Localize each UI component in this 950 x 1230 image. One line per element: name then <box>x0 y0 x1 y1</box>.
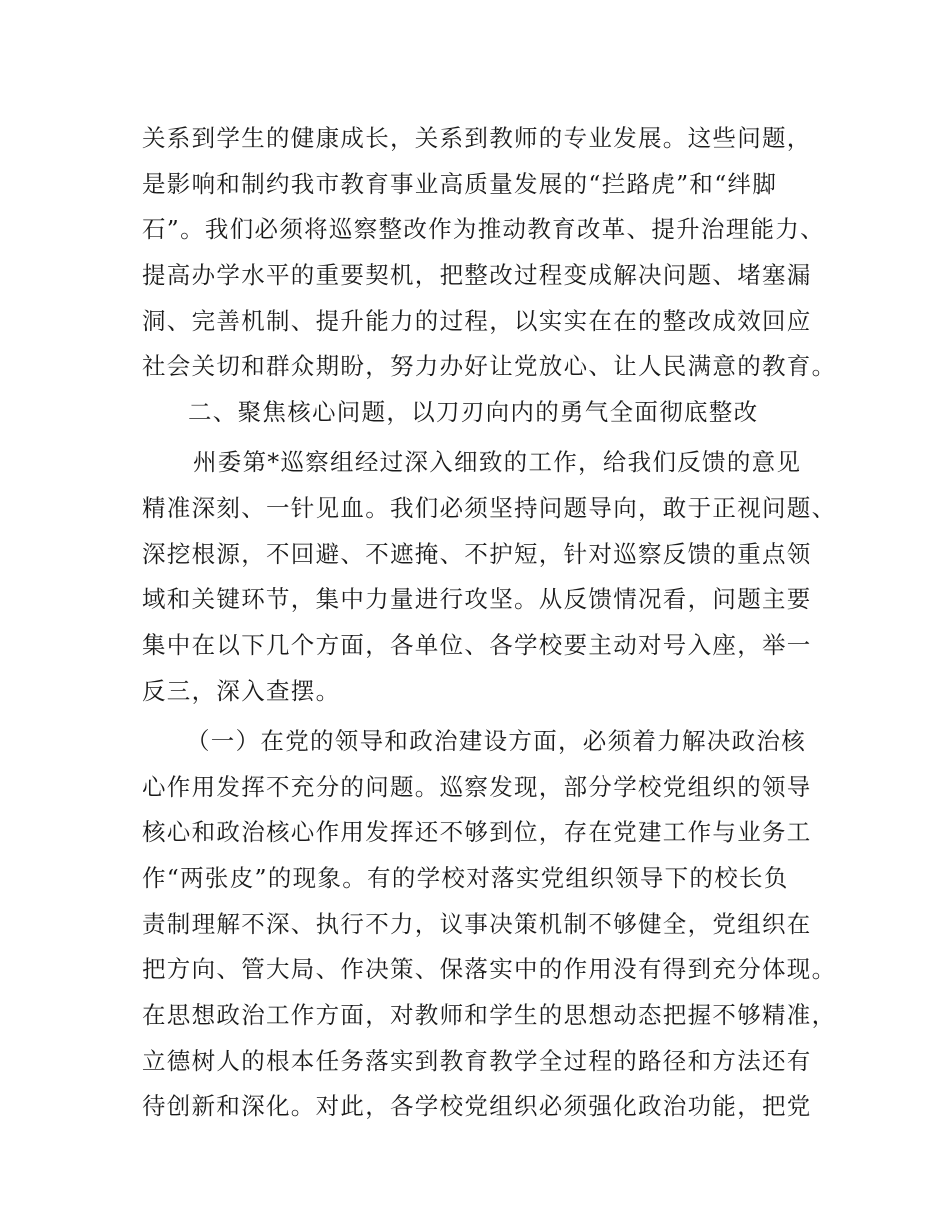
paragraph-line: 待创新和深化。对此，各学校党组织必须强化政治功能，把党 <box>142 1092 812 1120</box>
paragraph-line: 集中在以下几个方面，各单位、各学校要主动对号入座，举一 <box>142 631 812 659</box>
paragraph-line: 作“两张皮”的现象。有的学校对落实党组织领导下的校长负 <box>142 864 789 892</box>
subsection-heading: （一）在党的领导和政治建设方面，必须着力解决政治核 <box>186 727 806 755</box>
paragraph-line: 域和关键环节，集中力量进行攻坚。从反馈情况看，问题主要 <box>142 585 812 613</box>
paragraph-line: 心作用发挥不充分的问题。巡察发现，部分学校党组织的领导 <box>142 773 812 801</box>
paragraph-line: 精准深刻、一针见血。我们必须坚持问题导向，敢于正视问题、 <box>142 494 837 522</box>
paragraph-line: 反三，深入查摆。 <box>142 677 341 705</box>
paragraph-line: 关系到学生的健康成长，关系到教师的专业发展。这些问题， <box>142 124 812 152</box>
paragraph-line: 在思想政治工作方面，对教师和学生的思想动态把握不够精准， <box>142 1001 837 1029</box>
paragraph-line: 州委第*巡察组经过深入细致的工作，给我们反馈的意见 <box>193 448 802 476</box>
section-heading: 二、聚焦核心问题，以刀刃向内的勇气全面彻底整改 <box>188 398 759 426</box>
paragraph-line: 社会关切和群众期盼，努力办好让党放心、让人民满意的教育。 <box>142 352 837 380</box>
paragraph-line: 石”。我们必须将巡察整改作为推动教育改革、提升治理能力、 <box>142 215 825 243</box>
paragraph-line: 是影响和制约我市教育事业高质量发展的“拦路虎”和“绊脚 <box>142 170 778 198</box>
paragraph-line: 提高办学水平的重要契机，把整改过程变成解决问题、堵塞漏 <box>142 261 812 289</box>
paragraph-line: 立德树人的根本任务落实到教育教学全过程的路径和方法还有 <box>142 1047 812 1075</box>
paragraph-line: 洞、完善机制、提升能力的过程，以实实在在的整改成效回应 <box>142 307 812 335</box>
paragraph-line: 责制理解不深、执行不力，议事决策机制不够健全，党组织在 <box>142 910 812 938</box>
paragraph-line: 把方向、管大局、作决策、保落实中的作用没有得到充分体现。 <box>142 955 837 983</box>
paragraph-line: 深挖根源，不回避、不遮掩、不护短，针对巡察反馈的重点领 <box>142 540 812 568</box>
paragraph-line: 核心和政治核心作用发挥还不够到位，存在党建工作与业务工 <box>142 818 812 846</box>
